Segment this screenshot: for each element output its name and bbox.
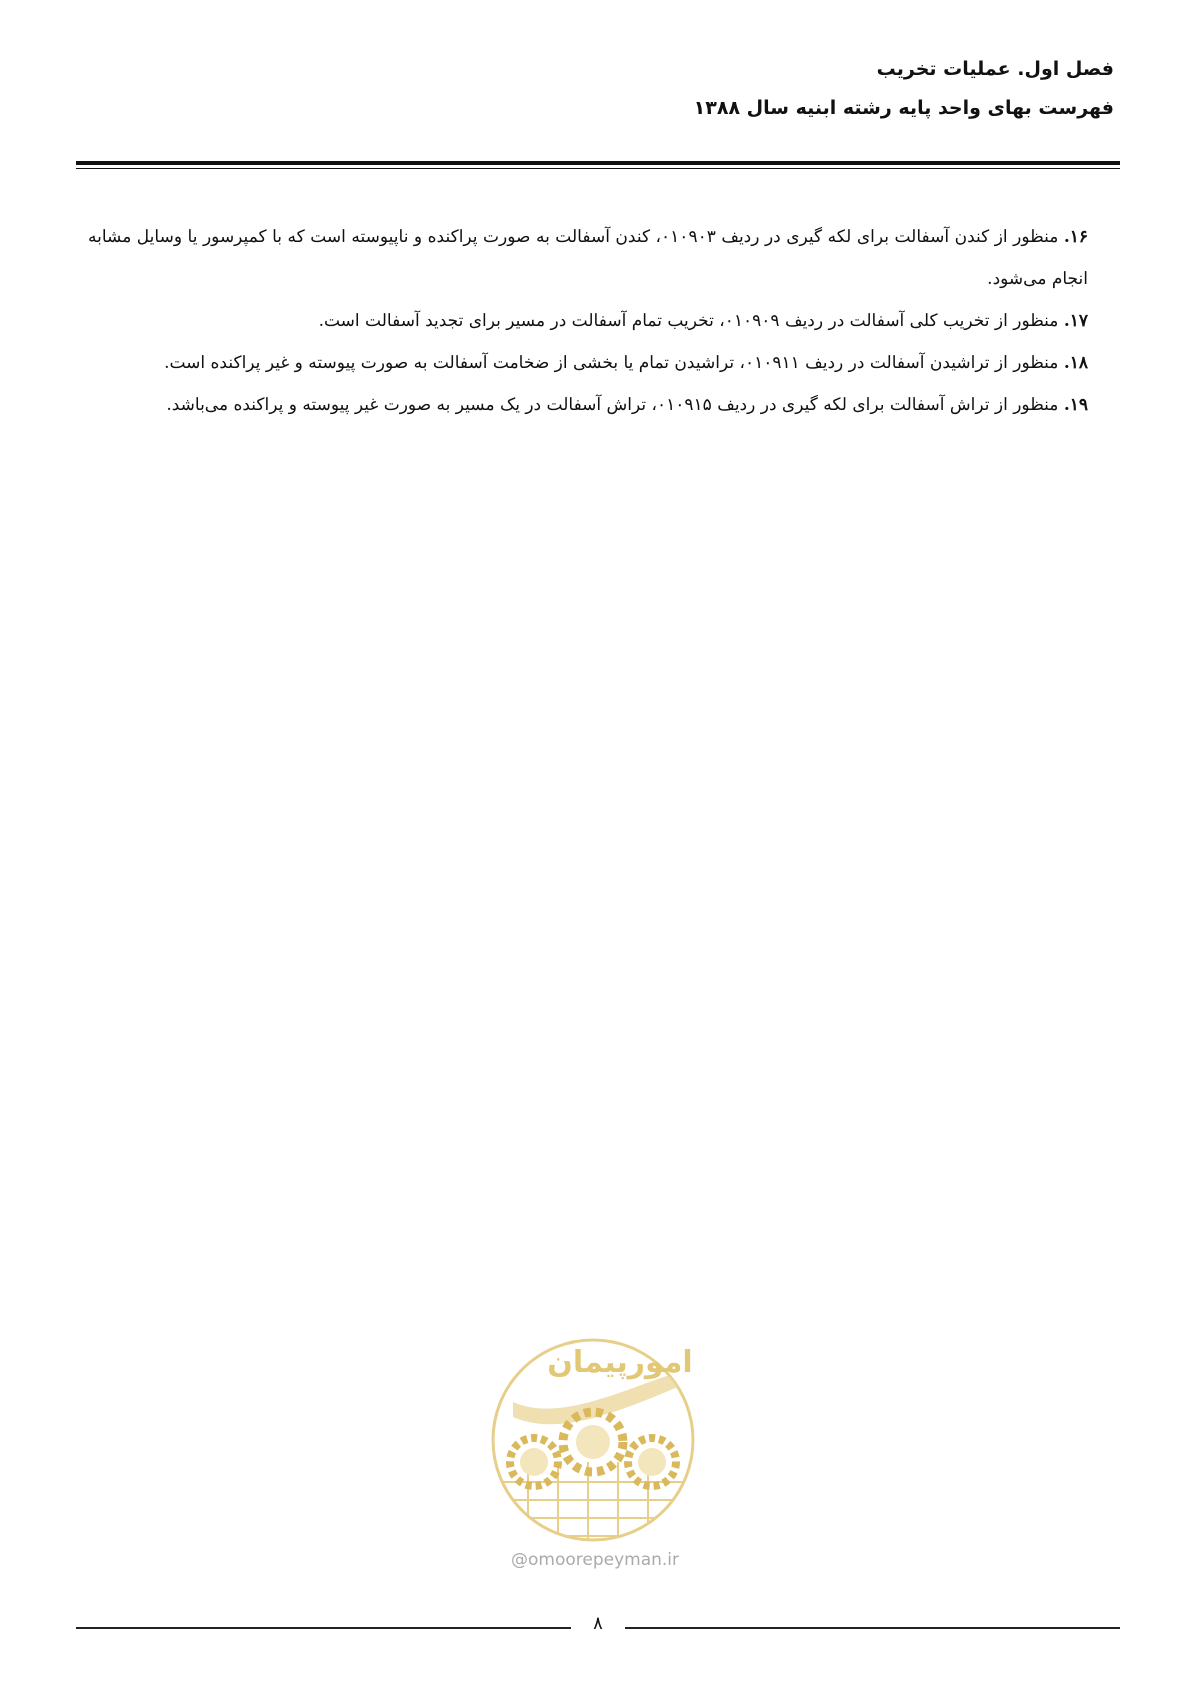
note-text: منظور از تخریب کلی آسفالت در ردیف ۰۱۰۹۰۹، تخریب تمام آسفالت در مسیر برای تجدید آسفالت است. [318, 311, 1064, 331]
chapter-title: فصل اول. عملیات تخریب [876, 58, 1114, 80]
document-title: فهرست بهای واحد پایه رشته ابنیه سال ۱۳۸۸ [693, 96, 1114, 119]
logo-text: امورپیمان [547, 1345, 693, 1380]
footer-rule-right [625, 1627, 1120, 1629]
page-number: ۸ [593, 1613, 603, 1634]
note-item [88, 216, 1088, 300]
page-footer [76, 1613, 1120, 1643]
page-header [74, 58, 1114, 120]
note-item [88, 342, 1088, 384]
note-text: منظور از تراشیدن آسفالت در ردیف ۰۱۰۹۱۱، تراشیدن تمام یا بخشی از ضخامت آسفالت به صورت پیوسته و غیر پراکنده است. [164, 353, 1064, 373]
note-item [88, 300, 1088, 342]
note-text: منظور از تراش آسفالت برای لکه گیری در ردیف ۰۱۰۹۱۵، تراش آسفالت در یک مسیر به صورت غیر پیوسته و پراکنده می‌باشد. [166, 395, 1064, 415]
note-number: ۱۶. [1063, 227, 1089, 247]
logo-grid [498, 1462, 688, 1542]
note-text: منظور از کندن آسفالت برای لکه گیری در ردیف ۰۱۰۹۰۳، کندن آسفالت به صورت پراکنده و ناپیوسته است که با کمپرسور یا وسایل مشابه انجام می‌شود. [88, 227, 1088, 289]
header-rule-thin [76, 168, 1120, 169]
note-number: ۱۸. [1063, 353, 1088, 373]
header-rule-thick [76, 161, 1120, 165]
watermark-site: @omoorepeyman.ir [510, 1550, 680, 1570]
note-number: ۱۷. [1063, 311, 1088, 331]
notes-list [88, 216, 1088, 426]
footer-rule-left [76, 1627, 571, 1629]
note-number: ۱۹. [1063, 395, 1088, 415]
note-item [88, 384, 1088, 426]
watermark-logo [488, 1332, 698, 1577]
